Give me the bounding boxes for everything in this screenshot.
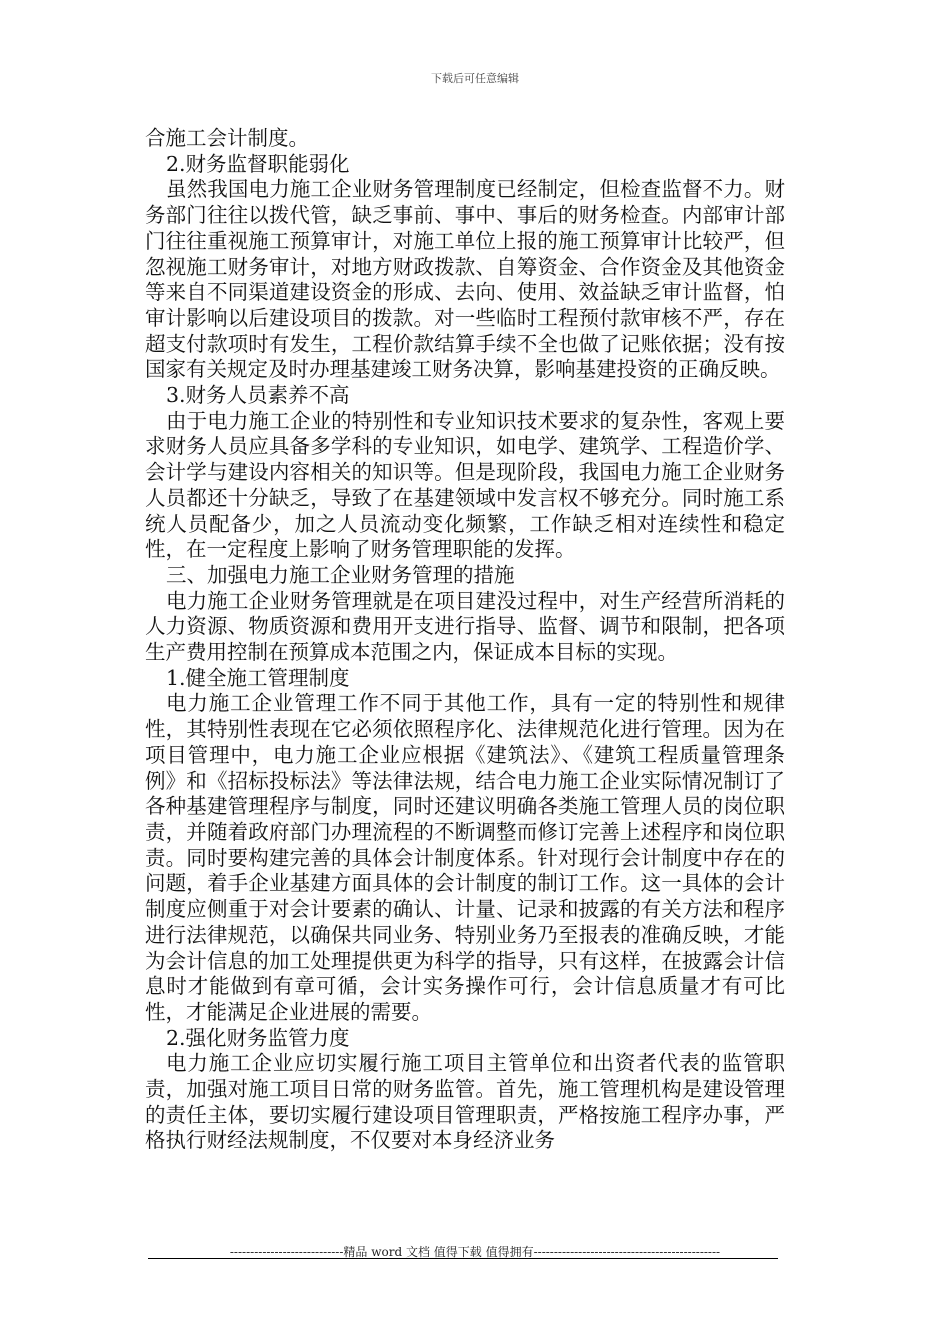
paragraph: 电力施工企业财务管理就是在项目建没过程中，对生产经营所消耗的人力资源、物质资源和费用开支进行指导、监督、调节和限制，把各项生产费用控制在预算成本范围之内，保证成本目标的实现。 xyxy=(145,588,785,665)
section-heading: 三、加强电力施工企业财务管理的措施 xyxy=(166,562,515,587)
section-heading: 1.健全施工管理制度 xyxy=(166,665,350,690)
paragraph: 合施工会计制度。 xyxy=(145,126,309,150)
paragraph: 电力施工企业应切实履行施工项目主管单位和出资者代表的监管职责，加强对施工项目日常的财务监管。首先，施工管理机构是建设管理的责任主体，要切实履行建设项目管理职责，严格按施工程序办事，严格执行财经法规制度，不仅要对本身经济业务 xyxy=(145,1051,785,1153)
page-header: 下载后可任意编辑 xyxy=(431,72,519,85)
document-body xyxy=(145,126,785,1154)
section-heading: 2.财务监督职能弱化 xyxy=(166,151,350,176)
paragraph: 电力施工企业管理工作不同于其他工作，具有一定的特别性和规律性，其特别性表现在它必须依照程序化、法律规范化进行管理。因为在项目管理中，电力施工企业应根据《建筑法》、《建筑工程质量管理条例》和《招标投标法》等法律法规，结合电力施工企业实际情况制订了各种基建管理程序与制度，同时还建议明确各类施工管理人员的岗位职责，并随着政府部门办理流程的不断调整而修订完善上述程序和岗位职责。同时要构建完善的具体会计制度体系。针对现行会计制度中存在的问题，着手企业基建方面具体的会计制度的制订工作。这一具体的会计制度应侧重于对会计要素的确认、计量、记录和披露的有关方法和程序进行法律规范，以确保共同业务、特别业务乃至报表的准确反映，才能为会计信息的加工处理提供更为科学的指导，只有这样，在披露会计信息时才能做到有章可循，会计实务操作可行，会计信息质量才有可比性，才能满足企业进展的需要。 xyxy=(145,691,785,1024)
paragraph: 由于电力施工企业的特别性和专业知识技术要求的复杂性，客观上要求财务人员应具备多学科的专业知识，如电学、建筑学、工程造价学、会计学与建设内容相关的知识等。但是现阶段，我国电力施工企业财务人员都还十分缺乏，导致了在基建领域中发言权不够充分。同时施工系统人员配备少，加之人员流动变化频繁，工作缺乏相对连续性和稳定性，在一定程度上影响了财务管理职能的发挥。 xyxy=(145,408,785,562)
section-heading: 2.强化财务监管力度 xyxy=(166,1025,350,1050)
footer-divider xyxy=(148,1258,778,1259)
section-heading: 3.财务人员素养不高 xyxy=(166,383,350,408)
paragraph: 虽然我国电力施工企业财务管理制度已经制定，但检查监督不力。财务部门往往以拨代管，缺乏事前、事中、事后的财务检查。内部审计部门往往重视施工预算审计，对施工单位上报的施工预算审计比较严，但忽视施工财务审计，对地方财政拨款、自筹资金、合作资金及其他资金等来自不同渠道建设资金的形成、去向、使用、效益缺乏审计监督，怕审计影响以后建设项目的拨款。对一些临时工程预付款审核不严，存在超支付款项时有发生，工程价款结算手续不全也做了记账依据；没有按国家有关规定及时办理基建竣工财务决算，影响基建投资的正确反映。 xyxy=(145,177,785,382)
page-footer: ----------------------------精品 word 文档 值得下载 值得拥有---------------------------------------------- xyxy=(229,1245,721,1259)
